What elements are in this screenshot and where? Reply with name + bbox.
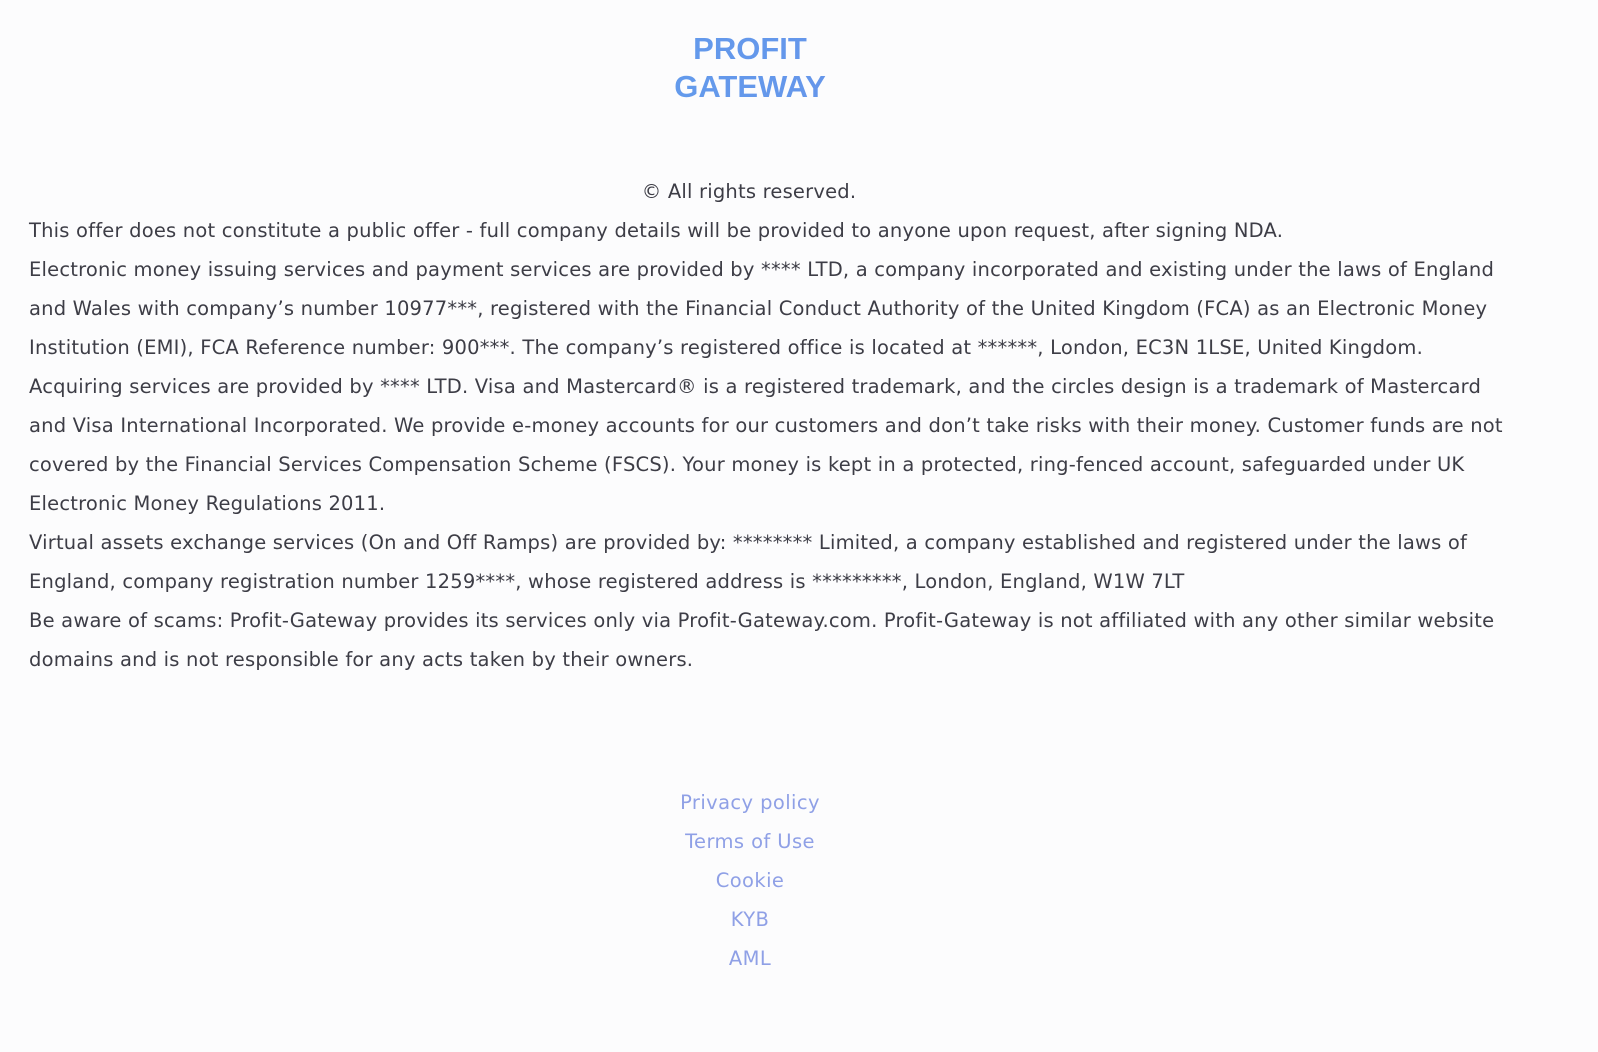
legal-paragraph-acquiring: Acquiring services are provided by **** LTD. Visa and Mastercard® is a registered trademark, and the circles design is a trademark of Mastercard and Visa International Incorporated. We provide e-money accounts for our customers and don’t take risks with their money. Customer funds are not covered by the Financial Services Compensation Scheme (FSCS). Your money is kept in a protected, ring-fenced account, safeguarded under UK Electronic Money Regulations 2011. xyxy=(29,375,1503,515)
terms-of-use-link[interactable]: Terms of Use xyxy=(685,830,815,853)
brand-logo[interactable] xyxy=(0,30,1500,106)
kyb-link[interactable]: KYB xyxy=(730,908,770,931)
copyright-notice: © All rights reserved. xyxy=(641,180,857,203)
legal-paragraph-scam-warning: Be aware of scams: Profit-Gateway provides its services only via Profit-Gateway.com. Profit-Gateway is not affiliated with any other similar website domains and is not responsible for any acts taken by their owners. xyxy=(29,609,1495,671)
legal-paragraph-emi: Electronic money issuing services and payment services are provided by **** LTD, a company incorporated and existing under the laws of England and Wales with company’s number 10977***, registered with the Financial Conduct Authority of the United Kingdom (FCA) as an Electronic Money Institution (EMI), FCA Reference number: 900***. The company’s registered office is located at ******, London, EC3N 1LSE, United Kingdom. xyxy=(29,258,1495,359)
logo-line-2: GATEWAY xyxy=(674,69,826,104)
legal-disclaimer xyxy=(29,172,1509,679)
aml-link[interactable]: AML xyxy=(728,947,772,970)
legal-paragraph-virtual-assets: Virtual assets exchange services (On and Off Ramps) are provided by: ******** Limited, a company established and registered under the laws of England, company registration number 1259****, whose registered address is *********, London, England, W1W 7LT xyxy=(29,531,1468,593)
cookie-link[interactable]: Cookie xyxy=(715,869,785,892)
legal-paragraph-nda: This offer does not constitute a public offer - full company details will be provided to anyone upon request, after signing NDA. xyxy=(29,219,1284,242)
privacy-policy-link[interactable]: Privacy policy xyxy=(680,791,820,814)
logo-line-1: PROFIT xyxy=(693,31,807,66)
footer-links xyxy=(0,783,1500,978)
